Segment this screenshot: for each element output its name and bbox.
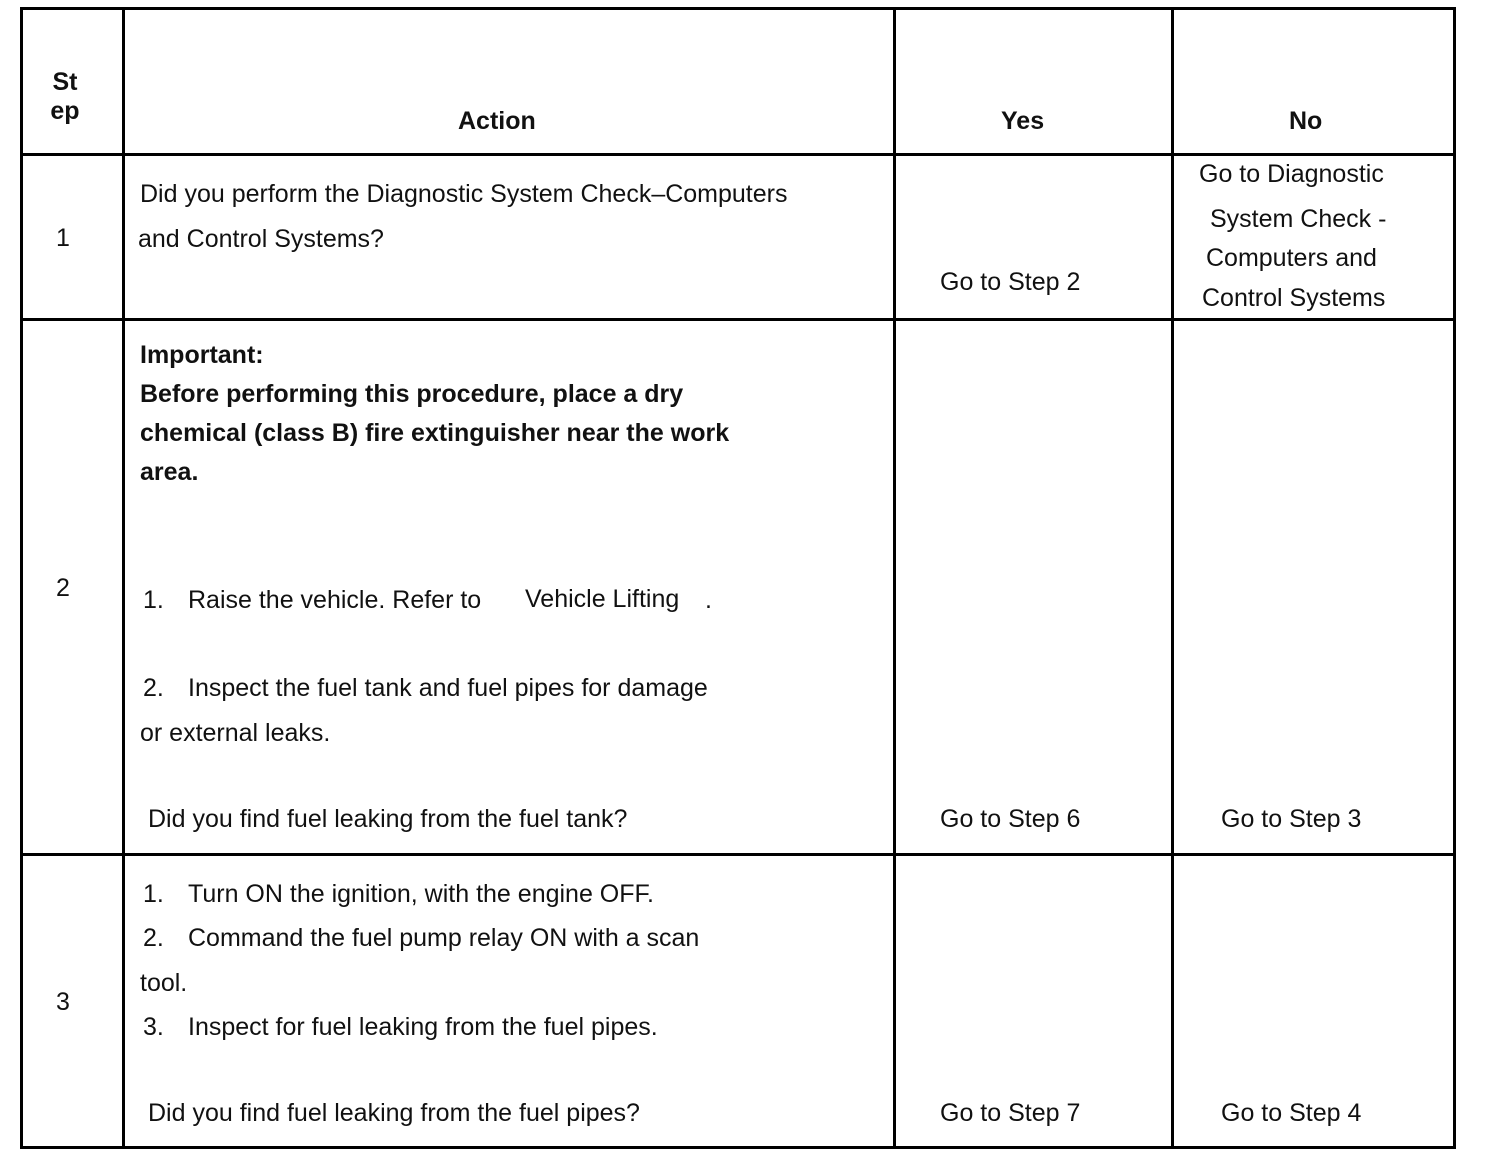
header-action: Action [458, 107, 536, 135]
list-item: Turn ON the ignition, with the engine OFF. [188, 880, 654, 908]
row-divider [20, 153, 1456, 156]
question-text: Did you find fuel leaking from the fuel pipes? [148, 1099, 640, 1127]
list-number: 1. [143, 880, 164, 908]
list-item-continuation: or external leaks. [140, 719, 331, 747]
header-yes: Yes [1001, 107, 1045, 135]
list-item: Command the fuel pump relay ON with a scan [188, 924, 700, 952]
row-divider [20, 318, 1456, 321]
header-no: No [1289, 107, 1323, 135]
list-number: 1. [143, 586, 164, 614]
no-result: Control Systems [1202, 284, 1386, 312]
header-step: St ep [50, 68, 80, 125]
column-divider [1171, 7, 1174, 1149]
vehicle-lifting-link[interactable]: Vehicle Lifting [525, 585, 680, 613]
yes-result: Go to Step 7 [940, 1099, 1081, 1127]
row-divider [20, 853, 1456, 856]
important-note: chemical (class B) fire extinguisher near the work [140, 419, 730, 447]
list-item: Inspect the fuel tank and fuel pipes for damage [188, 674, 708, 702]
no-result: Go to Diagnostic [1199, 160, 1384, 188]
column-divider [122, 7, 125, 1149]
list-item: Inspect for fuel leaking from the fuel pipes. [188, 1013, 658, 1041]
list-number: 2. [143, 924, 164, 952]
list-number: 3. [143, 1013, 164, 1041]
list-item: Raise the vehicle. Refer to [188, 586, 482, 614]
column-divider [893, 7, 896, 1149]
no-result: Computers and [1206, 244, 1377, 272]
no-result: Go to Step 4 [1221, 1099, 1362, 1127]
list-item-continuation: tool. [140, 969, 188, 997]
list-number: 2. [143, 674, 164, 702]
no-result: Go to Step 3 [1221, 805, 1362, 833]
step-number: 1 [56, 224, 70, 252]
important-label: Important: [140, 341, 264, 369]
no-result: System Check - [1210, 205, 1387, 233]
important-note: area. [140, 458, 199, 486]
action-text: Did you perform the Diagnostic System Check–Computers [140, 180, 788, 208]
question-text: Did you find fuel leaking from the fuel tank? [148, 805, 628, 833]
yes-result: Go to Step 6 [940, 805, 1081, 833]
step-number: 2 [56, 574, 70, 602]
action-text: and Control Systems? [138, 225, 384, 253]
step-number: 3 [56, 988, 70, 1016]
list-item-end: . [705, 586, 712, 614]
important-note: Before performing this procedure, place a dry [140, 380, 684, 408]
yes-result: Go to Step 2 [940, 268, 1081, 296]
